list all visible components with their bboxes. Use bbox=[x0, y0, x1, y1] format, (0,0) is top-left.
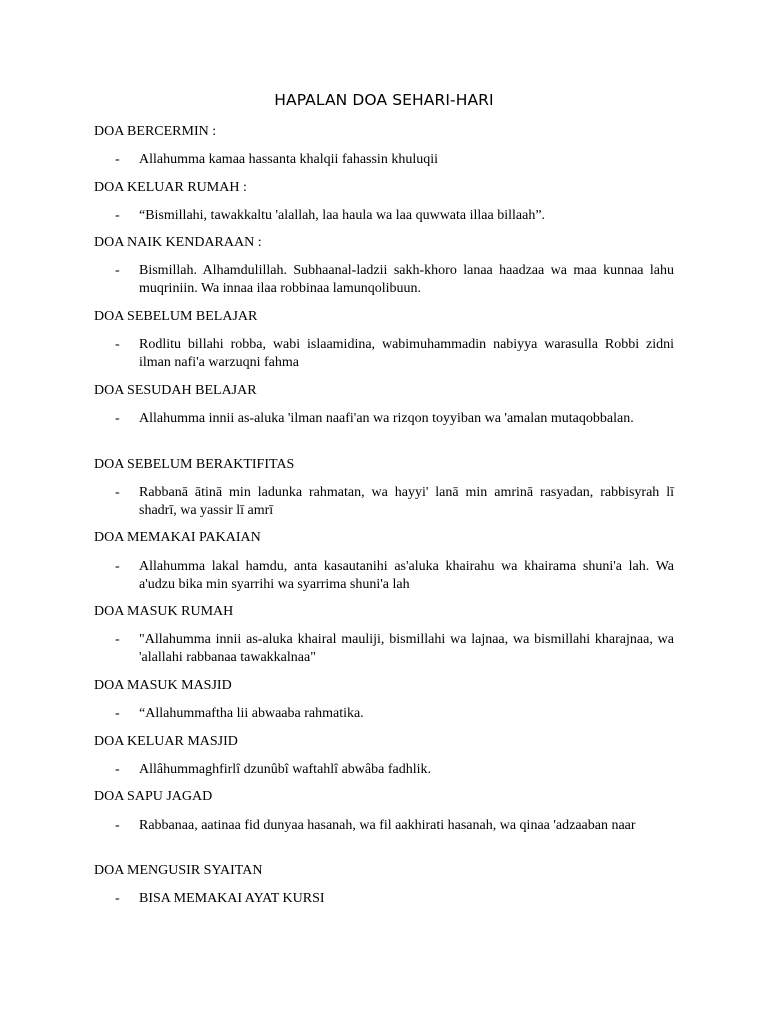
doa-text: "Allahumma innii as-aluka khairal mauliji, bismillahi wa lajnaa, wa bismillahi kharajnaa, wa 'alallahi rabbanaa tawakkalnaa" bbox=[139, 632, 674, 665]
doa-text: Rodlitu billahi robba, wabi islaamidina, wabimuhammadin nabiyya warasulla Robbi zidni ilman nafi'a warzuqni fahma bbox=[139, 337, 674, 370]
doa-text: Allâhummaghfirlî dzunûbî waftahlî abwâba fadhlik. bbox=[139, 762, 431, 777]
section-heading: DOA KELUAR RUMAH : bbox=[94, 180, 247, 195]
bullet-dash: - bbox=[115, 762, 120, 777]
bullet-dash: - bbox=[115, 891, 120, 906]
section-heading: DOA NAIK KENDARAAN : bbox=[94, 235, 262, 250]
bullet-dash: - bbox=[115, 208, 120, 223]
doa-text: Rabbanaa, aatinaa fid dunyaa hasanah, wa fil aakhirati hasanah, wa qinaa 'adzaaban naar bbox=[139, 818, 636, 833]
doa-text: Allahumma innii as-aluka 'ilman naafi'an wa rizqon toyyiban wa 'amalan mutaqobbalan. bbox=[139, 411, 634, 426]
section-heading: DOA SEBELUM BELAJAR bbox=[94, 309, 258, 324]
doa-text: Allahumma lakal hamdu, anta kasautanihi as'aluka khairahu wa khairama shuni'a lah. Wa a'udzu bika min syarrihi wa syarrima shuni'a lah bbox=[139, 559, 674, 592]
doa-text: BISA MEMAKAI AYAT KURSI bbox=[139, 891, 325, 906]
bullet-dash: - bbox=[115, 632, 120, 647]
section-heading: DOA MASUK MASJID bbox=[94, 678, 232, 693]
doa-text: Allahumma kamaa hassanta khalqii fahassin khuluqii bbox=[139, 152, 438, 167]
section-heading: DOA SEBELUM BERAKTIFITAS bbox=[94, 457, 295, 472]
bullet-dash: - bbox=[115, 559, 120, 574]
bullet-dash: - bbox=[115, 152, 120, 167]
doa-text: “Allahummaftha lii abwaaba rahmatika. bbox=[139, 706, 364, 721]
bullet-dash: - bbox=[115, 706, 120, 721]
section-heading: DOA SAPU JAGAD bbox=[94, 789, 213, 804]
bullet-dash: - bbox=[115, 485, 120, 500]
section-heading: DOA MASUK RUMAH bbox=[94, 604, 234, 619]
document-title: HAPALAN DOA SEHARI-HARI bbox=[274, 91, 494, 109]
bullet-dash: - bbox=[115, 337, 120, 352]
bullet-dash: - bbox=[115, 818, 120, 833]
section-heading: DOA KELUAR MASJID bbox=[94, 734, 238, 749]
section-heading: DOA BERCERMIN : bbox=[94, 124, 217, 139]
doa-text: Bismillah. Alhamdulillah. Subhaanal-ladzii sakh-khoro lanaa haadzaa wa maa kunnaa lahu muqriniin. Wa innaa ilaa robbinaa lamunqolibuun. bbox=[139, 263, 674, 296]
section-heading: DOA MEMAKAI PAKAIAN bbox=[94, 530, 261, 545]
bullet-dash: - bbox=[115, 263, 120, 278]
section-heading: DOA SESUDAH BELAJAR bbox=[94, 383, 257, 398]
bullet-dash: - bbox=[115, 411, 120, 426]
section-heading: DOA MENGUSIR SYAITAN bbox=[94, 863, 263, 878]
doa-text: “Bismillahi, tawakkaltu 'alallah, laa haula wa laa quwwata illaa billaah”. bbox=[139, 208, 546, 223]
doa-text: Rabbanā ātinā min ladunka rahmatan, wa hayyi' lanā min amrinā rasyadan, rabbisyrah lī shadrī, wa yassir lī amrī bbox=[139, 485, 674, 518]
